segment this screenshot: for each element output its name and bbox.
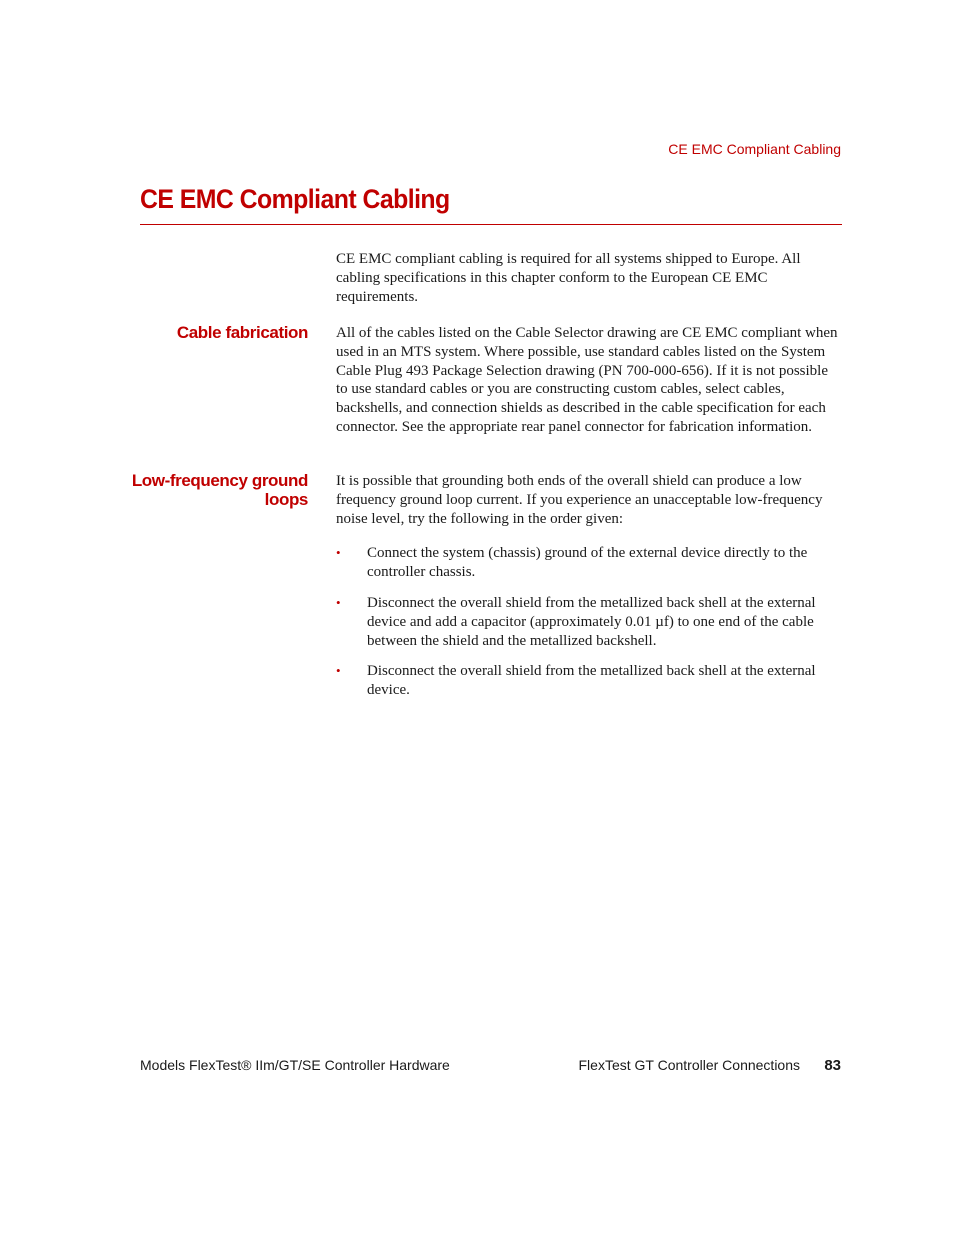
footer-chapter-title: FlexTest GT Controller Connections: [578, 1057, 800, 1073]
page-number: 83: [824, 1057, 841, 1074]
bullet-icon: •: [336, 545, 341, 560]
ground-loops-paragraph: It is possible that grounding both ends of the overall shield can produce a low frequency ground loop current. If you experience an unacceptable low-frequency noise level, try the following in the order given:: [336, 473, 823, 527]
list-item-text: Disconnect the overall shield from the metallized back shell at the external device.: [367, 663, 816, 698]
list-item: [336, 594, 842, 650]
intro-paragraph: CE EMC compliant cabling is required for all systems shipped to Europe. All cabling specifications in this chapter conform to the European CE EMC requirements.: [336, 251, 801, 305]
section-heading-cable-fabrication: Cable fabrication: [176, 323, 308, 342]
list-item-text: Disconnect the overall shield from the metallized back shell at the external device and add a capacitor (approximately 0.01 µf) to one end of the cable between the shield and the metallized backshell.: [367, 595, 816, 649]
running-header: CE EMC Compliant Cabling: [668, 141, 841, 157]
cable-fabrication-paragraph: All of the cables listed on the Cable Selector drawing are CE EMC compliant when used in an MTS system. Where possible, use standard cables listed on the System Cable Plug 493 Package Selection drawing (PN 700-000-656). If it is not possible to use standard cables or you are constructing custom cables, select cables, backshells, and connection shields as described in the cable specification for each connector. See the appropriate rear panel connector for fabrication information.: [336, 325, 838, 435]
list-item-text: Connect the system (chassis) ground of the external device directly to the controller chassis.: [367, 545, 808, 580]
title-divider: [140, 224, 842, 225]
list-item: [336, 662, 842, 700]
list-item: [336, 544, 842, 582]
heading-line: loops: [264, 490, 308, 509]
footer-document-title: Models FlexTest® IIm/GT/SE Controller Hardware: [140, 1057, 450, 1073]
page-title: CE EMC Compliant Cabling: [140, 184, 450, 214]
bullet-icon: •: [336, 663, 341, 678]
heading-line: Low-frequency ground: [131, 471, 308, 490]
bullet-icon: •: [336, 595, 341, 610]
section-heading-low-frequency-ground-loops: [118, 471, 308, 509]
